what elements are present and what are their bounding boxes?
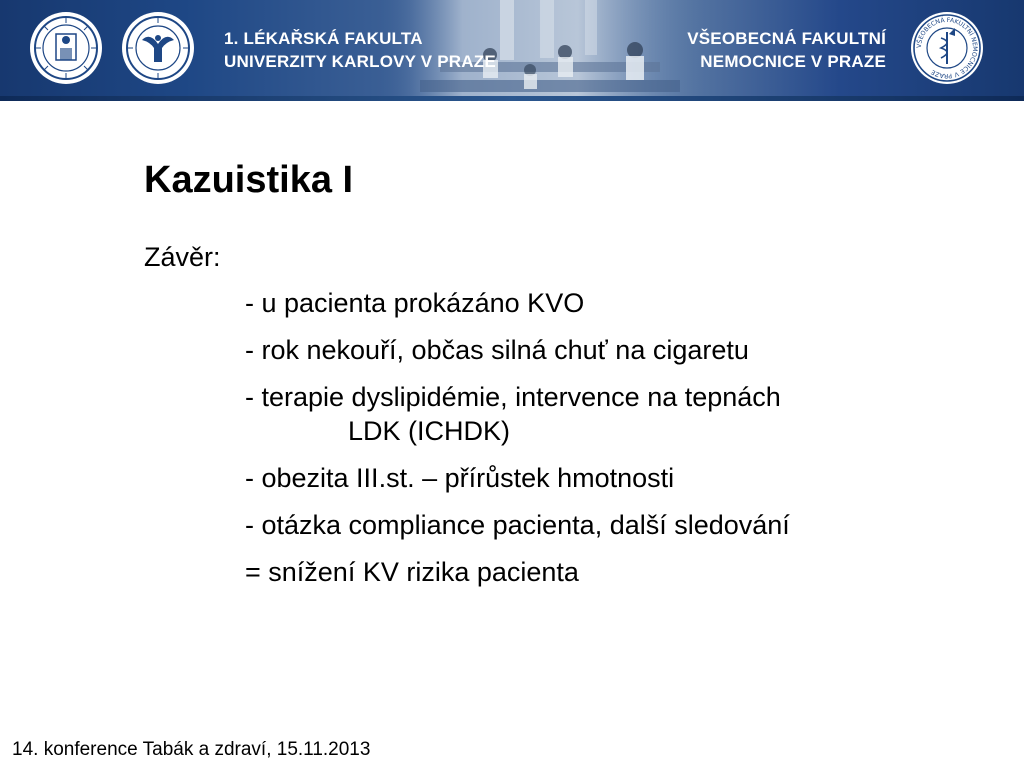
slide-content bbox=[144, 240, 974, 602]
banner-bottom-stripe bbox=[0, 96, 1024, 101]
list-item-text: - otázka compliance pacienta, další sledování bbox=[245, 510, 790, 540]
charles-university-seal-icon bbox=[28, 10, 104, 86]
list-item bbox=[245, 380, 974, 448]
list-item bbox=[245, 333, 974, 367]
hospital-name-line-1: VŠEOBECNÁ FAKULTNÍ bbox=[687, 29, 886, 48]
hospital-name bbox=[650, 27, 886, 73]
list-item-text: - terapie dyslipidémie, intervence na tepnách bbox=[245, 382, 781, 412]
list-item bbox=[245, 461, 974, 495]
slide-title: Kazuistika I bbox=[144, 159, 354, 201]
list-item-continuation: LDK (ICHDK) bbox=[348, 416, 511, 446]
header-banner bbox=[0, 0, 1024, 101]
list-item bbox=[245, 555, 974, 589]
faculty-of-medicine-seal-icon bbox=[120, 10, 196, 86]
conclusion-heading: Závěr: bbox=[144, 242, 221, 272]
conclusion-list bbox=[144, 286, 974, 589]
list-item-text: - u pacienta prokázáno KVO bbox=[245, 288, 585, 318]
hospital-seal-text: VŠEOBECNÁ FAKULTNÍ NEMOCNICE V PRAZE bbox=[915, 16, 979, 80]
list-item bbox=[245, 286, 974, 320]
list-item-text: - rok nekouří, občas silná chuť na cigaretu bbox=[245, 335, 749, 365]
faculty-name-line-1: 1. LÉKAŘSKÁ FAKULTA bbox=[224, 29, 423, 48]
list-item-text: - obezita III.st. – přírůstek hmotnosti bbox=[245, 463, 675, 493]
slide-footer: 14. konference Tabák a zdraví, 15.11.2013 bbox=[12, 739, 371, 760]
list-item-text: = snížení KV rizika pacienta bbox=[245, 557, 579, 587]
faculty-name-line-2: UNIVERZITY KARLOVY V PRAZE bbox=[224, 52, 496, 71]
list-item bbox=[245, 508, 974, 542]
hospital-name-line-2: NEMOCNICE V PRAZE bbox=[700, 52, 886, 71]
hospital-seal-icon bbox=[909, 10, 985, 86]
faculty-name bbox=[224, 27, 496, 73]
